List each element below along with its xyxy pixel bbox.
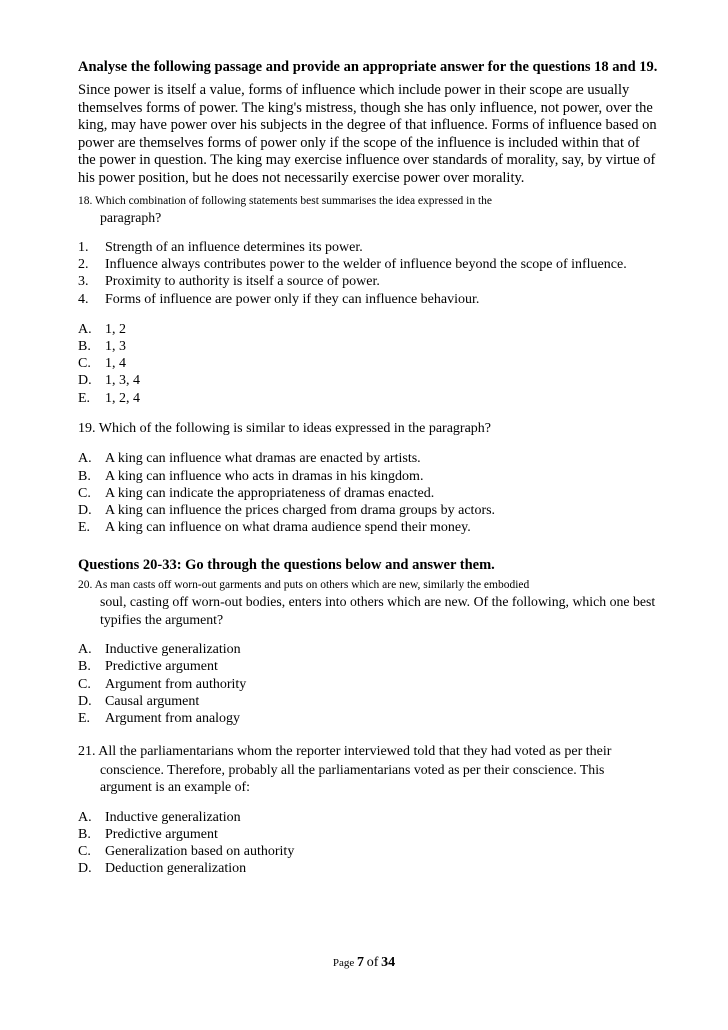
page-footer xyxy=(0,955,728,971)
question-19 xyxy=(78,420,658,537)
question-19-stem: 19. Which of the following is similar to ideas expressed in the paragraph? xyxy=(78,420,492,436)
page-number: 7 xyxy=(356,955,364,970)
answer-option: E. Argument from analogy xyxy=(78,711,241,727)
answer-option: C. Generalization based on authority xyxy=(78,844,295,860)
section-heading-passage: Analyse the following passage and provide an appropriate answer for the questions 18 and 19. xyxy=(78,59,658,75)
statement-item: 1. Strength of an influence determines its power. xyxy=(78,239,363,255)
answer-option: E. A king can influence on what drama audience spend their money. xyxy=(78,520,471,536)
answer-option: C. A king can indicate the appropriateness of dramas enacted. xyxy=(78,485,435,501)
question-21-stem: 21. All the parliamentarians whom the reporter interviewed told that they had voted as per their xyxy=(78,744,612,760)
question-21-options xyxy=(78,809,658,878)
question-18-stem: 18. Which combination of following statements best summarises the idea expressed in the xyxy=(78,194,493,207)
answer-option: A. 1, 2 xyxy=(78,321,126,337)
document-page xyxy=(78,58,658,877)
statement-item: 4. Forms of influence are power only if they can influence behaviour. xyxy=(78,291,480,307)
answer-option: B. Predictive argument xyxy=(78,826,218,842)
answer-option: D. Deduction generalization xyxy=(78,861,247,877)
answer-option: B. 1, 3 xyxy=(78,338,126,354)
answer-option: D. A king can influence the prices charged from drama groups by actors. xyxy=(78,503,496,518)
passage-text: Since power is itself a value, forms of influence which include power in their scope are usually themselves forms of power. The king's mistress, though she has only influence, not power, over the king, may have power over his subjects in the degree of that influence. Forms of influence based on power are themselves forms of power only if the scope of the influence is included within that of the power in question. The king may exercise influence over standards of morality, say, by virtue of his power position, but he does not necessarily exercise power over morality. xyxy=(78,82,657,186)
question-21-stem-cont: conscience. Therefore, probably all the parliamentarians voted as per their conscience. This argument is an example of: xyxy=(100,761,605,795)
answer-option: A. A king can influence what dramas are enacted by artists. xyxy=(78,451,421,467)
statement-item: 2. Influence always contributes power to the welder of influence beyond the scope of influence. xyxy=(78,257,627,273)
answer-option: C. 1, 4 xyxy=(78,356,126,372)
question-20-options xyxy=(78,641,658,727)
question-20 xyxy=(78,577,658,727)
answer-option: B. Predictive argument xyxy=(78,659,218,675)
question-21 xyxy=(78,743,658,877)
of-word: of xyxy=(366,955,379,970)
question-18-stem-cont: paragraph? xyxy=(100,209,162,225)
answer-option: E. 1, 2, 4 xyxy=(78,390,140,406)
answer-option: A. Inductive generalization xyxy=(78,642,241,658)
question-20-stem-cont: soul, casting off worn-out bodies, enters into others which are new. Of the following, which one best typifies the argument? xyxy=(100,594,656,627)
question-18-statements xyxy=(78,239,658,308)
section-heading-questions: Questions 20-33: Go through the questions below and answer them. xyxy=(78,557,495,574)
answer-option: D. Causal argument xyxy=(78,693,200,709)
question-20-stem: 20. As man casts off worn-out garments and puts on others which are new, similarly the embodied xyxy=(78,579,530,592)
answer-option: C. Argument from authority xyxy=(78,676,247,692)
page-total: 34 xyxy=(381,955,396,970)
answer-option: D. 1, 3, 4 xyxy=(78,373,140,389)
question-19-options xyxy=(78,450,658,536)
answer-option: B. A king can influence who acts in dramas in his kingdom. xyxy=(78,468,424,484)
page-word: Page xyxy=(332,957,355,969)
question-18 xyxy=(78,193,658,407)
question-18-options xyxy=(78,321,658,407)
answer-option: A. Inductive generalization xyxy=(78,809,241,825)
statement-item: 3. Proximity to authority is itself a source of power. xyxy=(78,274,380,290)
